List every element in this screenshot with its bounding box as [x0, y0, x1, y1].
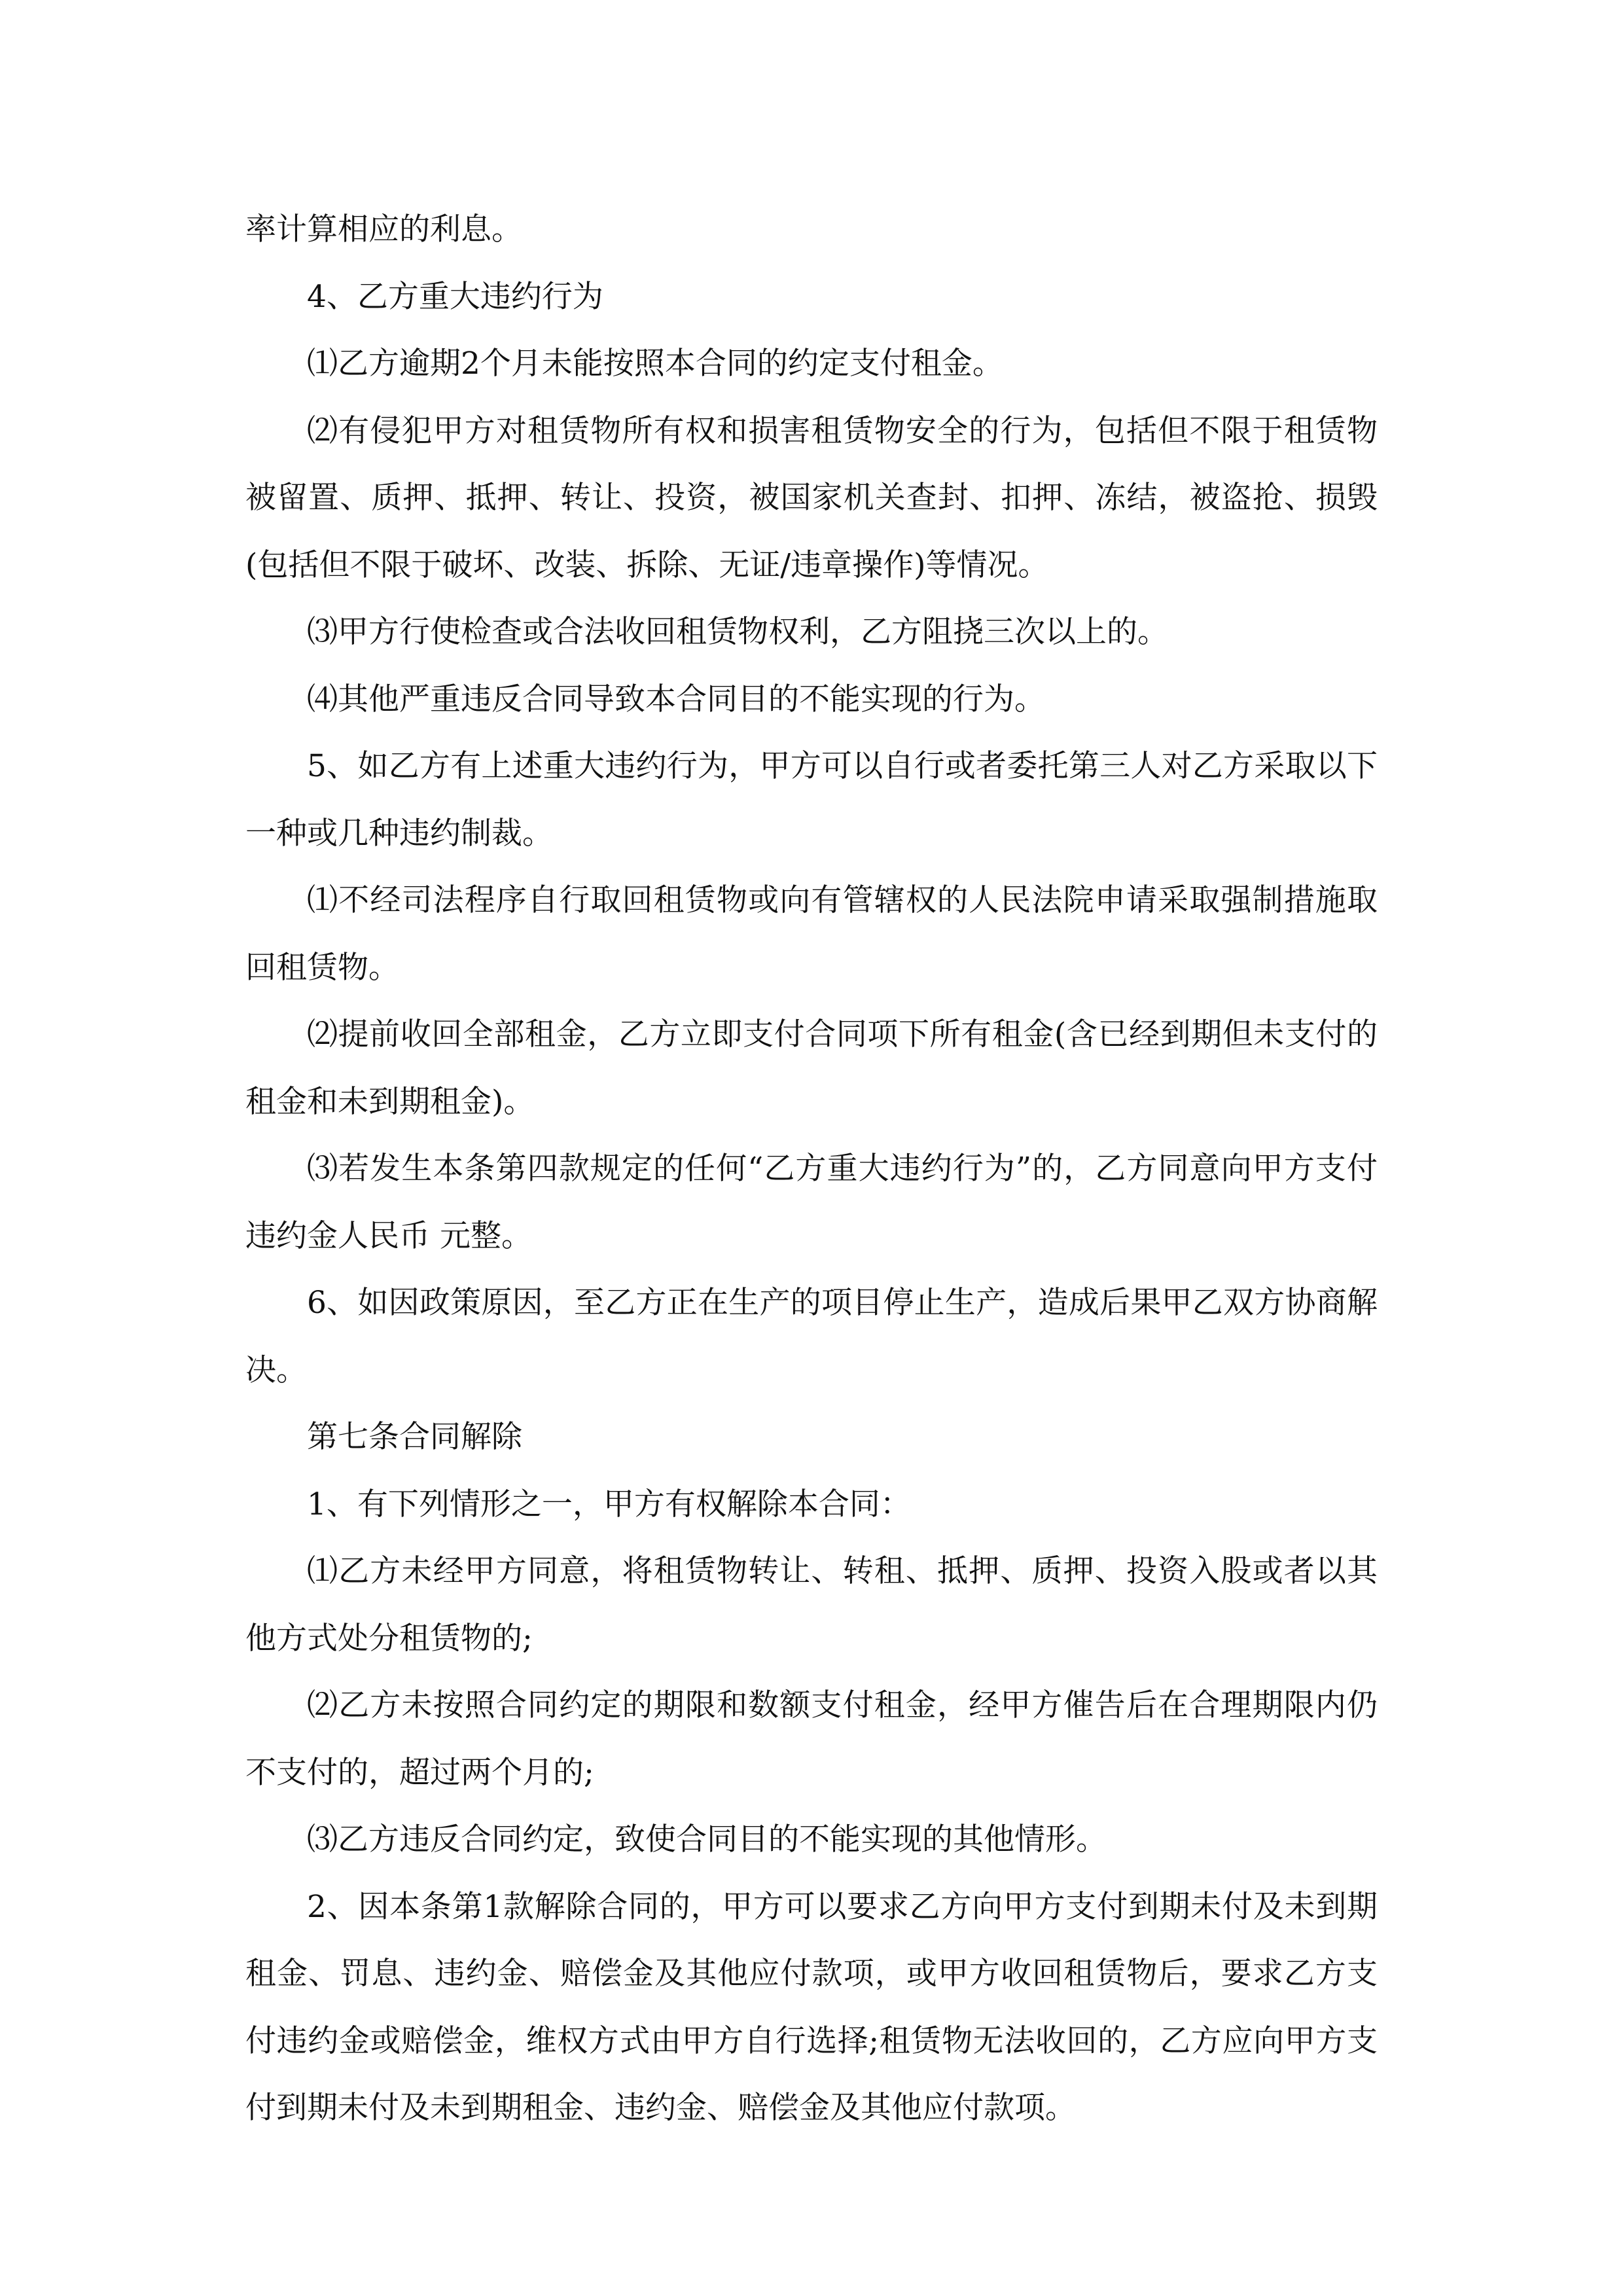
- paragraph-sanction-item-1: ⑴不经司法程序自行取回租赁物或向有管辖权的人民法院申请采取强制措施取回租赁物。: [245, 882, 1378, 986]
- paragraph-breach-item-2: ⑵有侵犯甲方对租赁物所有权和损害租赁物安全的行为，包括但不限于租赁物被留置、质押、抵押、转让、投资，被国家机关查封、扣押、冻结，被盗抢、损毁(包括但不限于破坏、改装、拆除、无证/违章操作)等情况。: [245, 412, 1378, 583]
- paragraph-breach-item-1: ⑴乙方逾期2个月未能按照本合同的约定支付租金。: [307, 346, 1003, 382]
- paragraph-termination-item-3: ⑶乙方违反合同约定，致使合同目的不能实现的其他情形。: [307, 1821, 1107, 1857]
- paragraph-termination-item-2: ⑵乙方未按照合同约定的期限和数额支付租金，经甲方催告后在合理期限内仍不支付的，超过两个月的;: [245, 1687, 1378, 1791]
- paragraph-policy-clause: 6、如因政策原因，至乙方正在生产的项目停止生产，造成后果甲乙双方协商解决。: [245, 1285, 1378, 1388]
- paragraph-heading-major-breach: 4、乙方重大违约行为: [307, 278, 603, 315]
- paragraph-termination-item-1: ⑴乙方未经甲方同意，将租赁物转让、转租、抵押、质押、投资入股或者以其他方式处分租赁物的;: [245, 1553, 1378, 1657]
- paragraph-sanction-item-3: ⑶若发生本条第四款规定的任何“乙方重大违约行为”的，乙方同意向甲方支付违约金人民币 元整。: [245, 1151, 1378, 1254]
- section-heading-article-7: 第七条合同解除: [307, 1419, 522, 1455]
- paragraph-sanctions-intro: 5、如乙方有上述重大违约行为，甲方可以自行或者委托第三人对乙方采取以下一种或几种违约制裁。: [245, 748, 1378, 852]
- paragraph-interest-continuation: 率计算相应的利息。: [245, 211, 522, 247]
- document-body: [245, 196, 1378, 2142]
- paragraph-breach-item-4: ⑷其他严重违反合同导致本合同目的不能实现的行为。: [307, 681, 1045, 717]
- paragraph-sanction-item-2: ⑵提前收回全部租金，乙方立即支付合同项下所有租金(含已经到期但未支付的租金和未到期租金)。: [245, 1016, 1378, 1120]
- paragraph-breach-item-3: ⑶甲方行使检查或合法收回租赁物权利，乙方阻挠三次以上的。: [307, 614, 1168, 650]
- paragraph-termination-remedies: 2、因本条第1款解除合同的，甲方可以要求乙方向甲方支付到期未付及未到期租金、罚息、违约金、赔偿金及其他应付款项，或甲方收回租赁物后，要求乙方支付违约金或赔偿金，维权方式由甲方自行选择;租赁物无法收回的，乙方应向甲方支付到期未付及未到期租金、违约金、赔偿金及其他应付款项。: [245, 1888, 1378, 2126]
- paragraph-termination-intro: 1、有下列情形之一，甲方有权解除本合同：: [307, 1486, 911, 1522]
